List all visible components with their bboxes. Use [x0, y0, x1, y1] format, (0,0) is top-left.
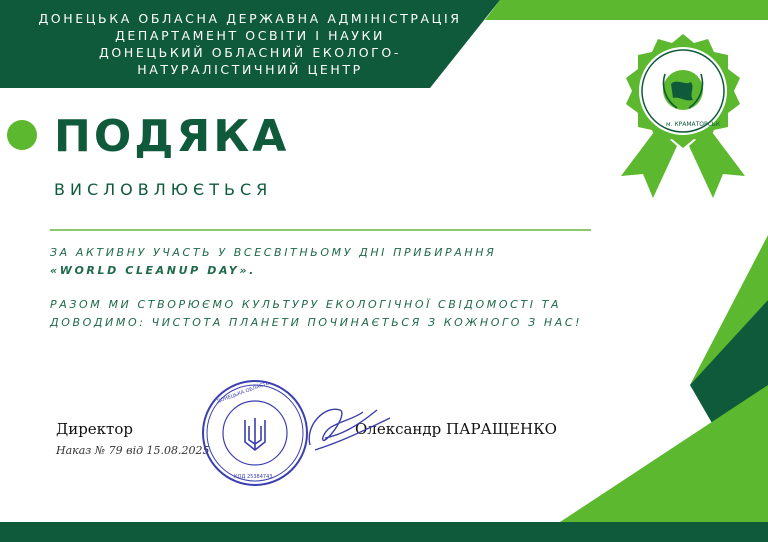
header-line: ДЕПАРТАМЕНТ ОСВІТИ І НАУКИ — [115, 28, 385, 43]
director-name: Олександр ПАРАЩЕНКО — [355, 420, 557, 438]
certificate-subtitle: ВИСЛОВЛЮЄТЬСЯ — [54, 180, 273, 199]
header-line: ДОНЕЦЬКА ОБЛАСНА ДЕРЖАВНА АДМІНІСТРАЦІЯ — [38, 11, 462, 26]
paragraph1-line2 — [50, 262, 256, 280]
header-line: ДОНЕЦЬКИЙ ОБЛАСНИЙ ЕКОЛОГО- — [99, 45, 401, 60]
director-role: Директор — [56, 420, 133, 438]
svg-text:ДОНЕЦЬКА ОБЛАСТЬ: ДОНЕЦЬКА ОБЛАСТЬ — [216, 380, 270, 405]
stamp-code: КОД 25384743 — [234, 474, 273, 480]
trident-icon — [245, 418, 265, 450]
eco-center-emblem — [607, 28, 759, 200]
paragraph2-line2: ДОВОДИМО: ЧИСТОТА ПЛАНЕТИ ПОЧИНАЄТЬСЯ З КОЖНОГО З НАС! — [50, 316, 583, 329]
title-bullet — [7, 120, 37, 150]
certificate-title: ПОДЯКА — [54, 111, 290, 162]
order-reference: Наказ № 79 від 15.08.2025 — [56, 444, 210, 457]
divider — [50, 229, 591, 231]
signature — [285, 390, 405, 460]
event-name: «WORLD CLEANUP DAY». — [50, 264, 256, 277]
paragraph1-line1: ЗА АКТИВНУ УЧАСТЬ У ВСЕСВІТНЬОМУ ДНІ ПРИБИРАННЯ — [50, 246, 497, 259]
header — [0, 0, 500, 88]
header-line: НАТУРАЛІСТИЧНИЙ ЦЕНТР — [137, 62, 363, 77]
emblem-city: м. КРАМАТОРСЬК — [666, 121, 721, 128]
header-accent — [485, 0, 768, 20]
paragraph2-line1: РАЗОМ МИ СТВОРЮЄМО КУЛЬТУРУ ЕКОЛОГІЧНОЇ СВІДОМОСТІ ТА — [50, 298, 562, 311]
footer-band — [0, 522, 768, 542]
